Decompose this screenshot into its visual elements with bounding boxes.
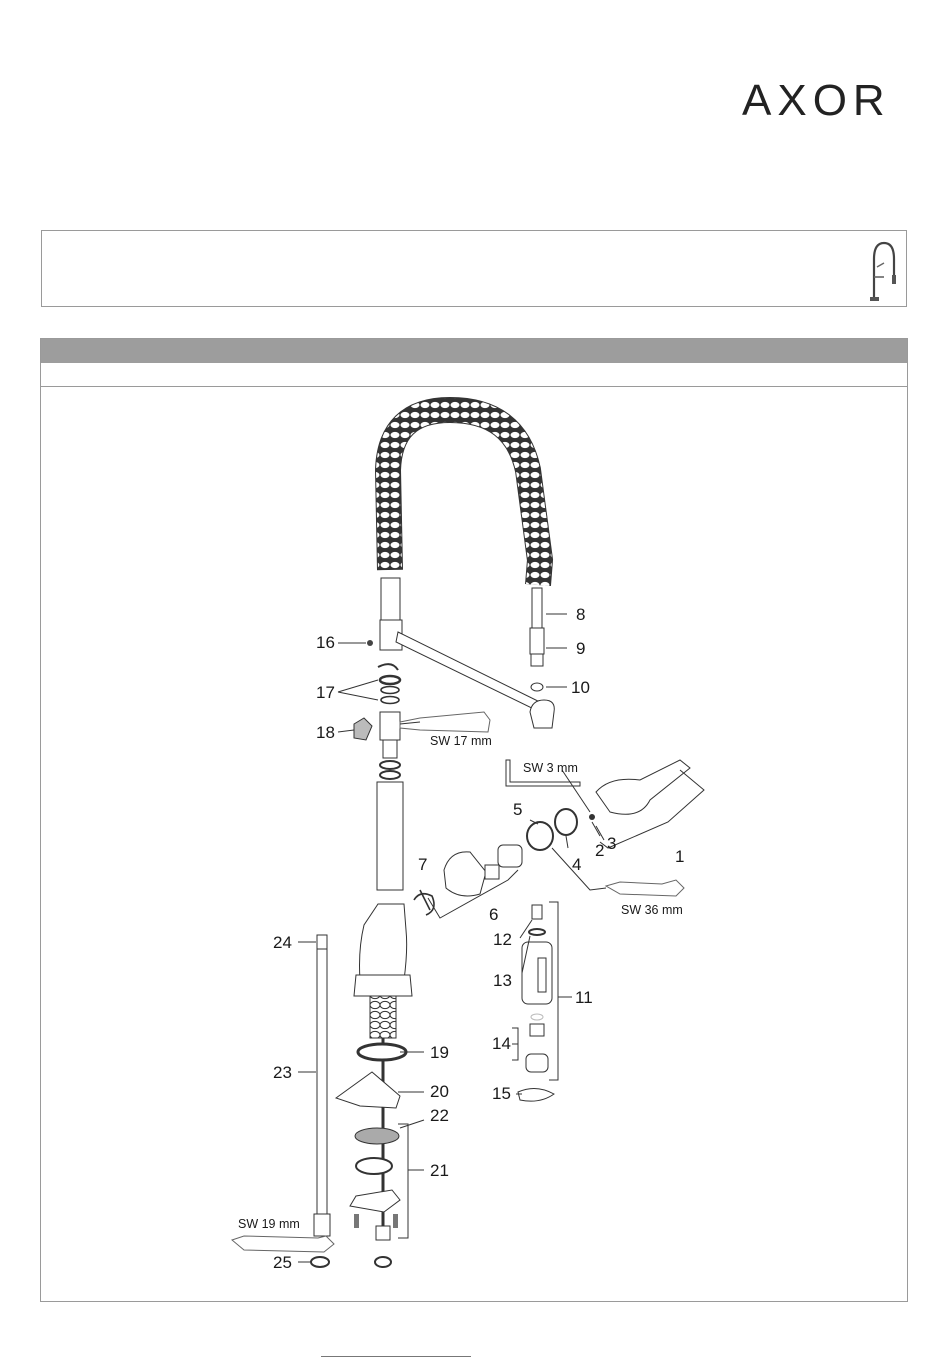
washer-25: [311, 1257, 329, 1267]
spiral-spring-hose: [388, 410, 540, 585]
part-number-23: 23: [273, 1063, 292, 1082]
part-numbers: [273, 605, 684, 1272]
part-number-2: 2: [595, 841, 605, 860]
ring-4: [555, 809, 577, 835]
faucet-body: [360, 904, 407, 980]
wrench-sw17: [400, 712, 490, 732]
lever-handle: [596, 760, 690, 814]
part-number-25: 25: [273, 1253, 292, 1272]
part-number-21: 21: [430, 1161, 449, 1180]
part-number-13: 13: [493, 971, 512, 990]
tool-label-sw3: SW 3 mm: [523, 761, 578, 775]
threaded-shank: [370, 996, 396, 1038]
tool-label-sw17: SW 17 mm: [430, 734, 492, 748]
spout-lower-tube: [377, 782, 403, 890]
part-number-17: 17: [316, 683, 335, 702]
bracket-20: [336, 1072, 400, 1108]
spout-arm: [396, 632, 548, 714]
supply-hose-23: [317, 949, 327, 1214]
mounting-plate: [350, 1190, 400, 1212]
axor-logo: AXOR: [742, 76, 891, 125]
part-number-7: 7: [418, 855, 428, 874]
part-number-14: 14: [492, 1034, 511, 1053]
washer-10: [531, 683, 543, 691]
part-number-19: 19: [430, 1043, 449, 1062]
part-number-8: 8: [576, 605, 586, 624]
clip-15: [518, 1088, 554, 1101]
nut-18: [354, 718, 372, 740]
part-number-10: 10: [571, 678, 590, 697]
part-number-11: 11: [575, 988, 593, 1007]
hose-pipe: [532, 588, 542, 628]
part-number-12: 12: [493, 930, 512, 949]
part-number-18: 18: [316, 723, 335, 742]
part-number-5: 5: [513, 800, 523, 819]
part-number-1: 1: [675, 847, 685, 866]
part-number-15: 15: [492, 1084, 511, 1103]
wrench-sw36: [606, 880, 684, 896]
footer-rule: [321, 1356, 471, 1357]
part-number-16: 16: [316, 633, 335, 652]
part-number-24: 24: [273, 933, 292, 952]
hose-connector: [530, 628, 544, 654]
part-number-9: 9: [576, 639, 586, 658]
spray-holder: [530, 700, 554, 728]
spray-connector-12: [532, 905, 542, 919]
swivel-part: [380, 712, 400, 740]
aerator-14: [530, 1024, 544, 1036]
cartridge: [444, 852, 486, 896]
wrench-sw19: [232, 1236, 334, 1252]
supply-connector-24: [317, 935, 327, 949]
part-number-22: 22: [430, 1106, 449, 1125]
cartridge-nut: [498, 845, 522, 867]
tool-label-sw36: SW 36 mm: [621, 903, 683, 917]
part-number-3: 3: [607, 834, 617, 853]
gasket-19: [358, 1044, 406, 1060]
part-number-20: 20: [430, 1082, 449, 1101]
hose-nut: [531, 654, 543, 666]
part-number-6: 6: [489, 905, 499, 924]
tool-label-sw19: SW 19 mm: [238, 1217, 300, 1231]
part-number-4: 4: [572, 855, 582, 874]
ring-5: [527, 822, 553, 850]
